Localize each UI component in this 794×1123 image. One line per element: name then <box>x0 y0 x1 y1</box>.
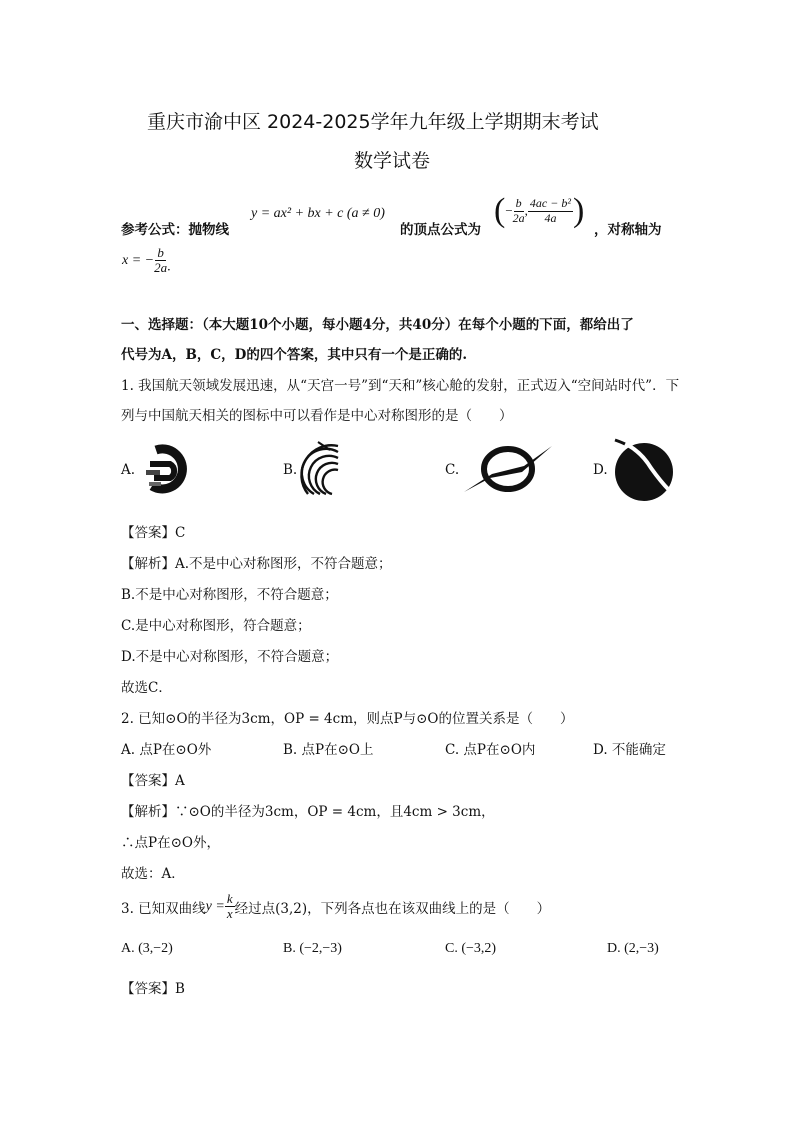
question-1-analysis-d: D.不是中心对称图形，不符合题意； <box>121 649 339 665</box>
option-c-label: C. <box>445 462 460 478</box>
question-3-answer: 【答案】B <box>121 981 185 997</box>
question-1-answer: 【答案】C <box>121 525 186 541</box>
page-title: 重庆市渝中区 2024-2025学年九年级上学期期末考试 <box>147 111 599 133</box>
formula-expression: y = ax² + bx + c (a ≠ 0) <box>251 206 385 221</box>
option-a-logo-icon <box>136 440 192 496</box>
question-2-option-c: C. 点P在⊙O内 <box>445 742 536 758</box>
question-2-analysis: 【解析】∵⊙O的半径为3cm，OP = 4cm，且4cm > 3cm， <box>121 804 495 820</box>
question-1-analysis-b: B.不是中心对称图形，不符合题意； <box>121 587 338 603</box>
axis-formula: x = − $\frac{b}{2a}$ . <box>122 245 171 276</box>
question-2-option-a: A. 点P在⊙O外 <box>121 742 212 758</box>
question-3-stem: 3. 已知双曲线y = $\frac{k}{x}$ 经过点(3,2)，下列各点也在该双曲线上的是（ ） <box>121 891 551 922</box>
option-b-label: B. <box>283 462 298 478</box>
question-2-conclusion: 故选：A． <box>121 866 185 882</box>
section-heading: 一、选择题：（本大题10个小题，每小题4分，共40分）在每个小题的下面，都给出了 <box>121 317 634 333</box>
question-3-option-b: B. (−2,−3) <box>283 941 342 956</box>
option-c-logo-icon <box>462 444 554 494</box>
section-heading-cont: 代号为A，B，C，D的四个答案，其中只有一个是正确的. <box>121 347 468 363</box>
formula-label: 参考公式：抛物线 <box>121 222 229 238</box>
formula-axis-text: ，对称轴为 <box>594 222 662 238</box>
question-3-option-d: D. (2,−3) <box>607 941 659 956</box>
question-1-analysis-a: 【解析】A.不是中心对称图形，不符合题意； <box>121 556 392 572</box>
formula-vertex-text: 的顶点公式为 <box>400 222 481 238</box>
option-d-label: D. <box>593 462 608 478</box>
question-2-answer: 【答案】A <box>121 773 185 789</box>
question-1-stem: 1. 我国航天领域发展迅速，从“天宫一号”到“天和”核心舱的发射，正式迈入“空间站时代”．下 <box>121 378 680 394</box>
question-2-option-d: D. 不能确定 <box>593 742 666 758</box>
question-3-option-c: C. (−3,2) <box>445 941 497 956</box>
option-b-logo-icon <box>298 438 358 500</box>
question-1-analysis-c: C.是中心对称图形，符合题意； <box>121 618 311 634</box>
question-2-stem: 2. 已知⊙O的半径为3cm，OP = 4cm，则点P与⊙O的位置关系是（ ） <box>121 711 574 727</box>
question-3-option-a: A. (3,−2) <box>121 941 173 956</box>
question-2-option-b: B. 点P在⊙O上 <box>283 742 374 758</box>
vertex-formula: (− $\frac{b}{2a}$ , $\frac{\text{4ac − b²}}{4a}$ ) <box>494 192 585 229</box>
question-2-analysis-cont: ∴点P在⊙O外， <box>121 835 220 851</box>
question-1-conclusion: 故选C． <box>121 680 172 696</box>
option-a-label: A. <box>121 462 136 478</box>
question-1-stem-cont: 列与中国航天相关的图标中可以看作是中心对称图形的是（ ） <box>121 408 513 424</box>
page-subtitle: 数学试卷 <box>354 150 431 172</box>
option-d-logo-icon <box>611 438 675 502</box>
